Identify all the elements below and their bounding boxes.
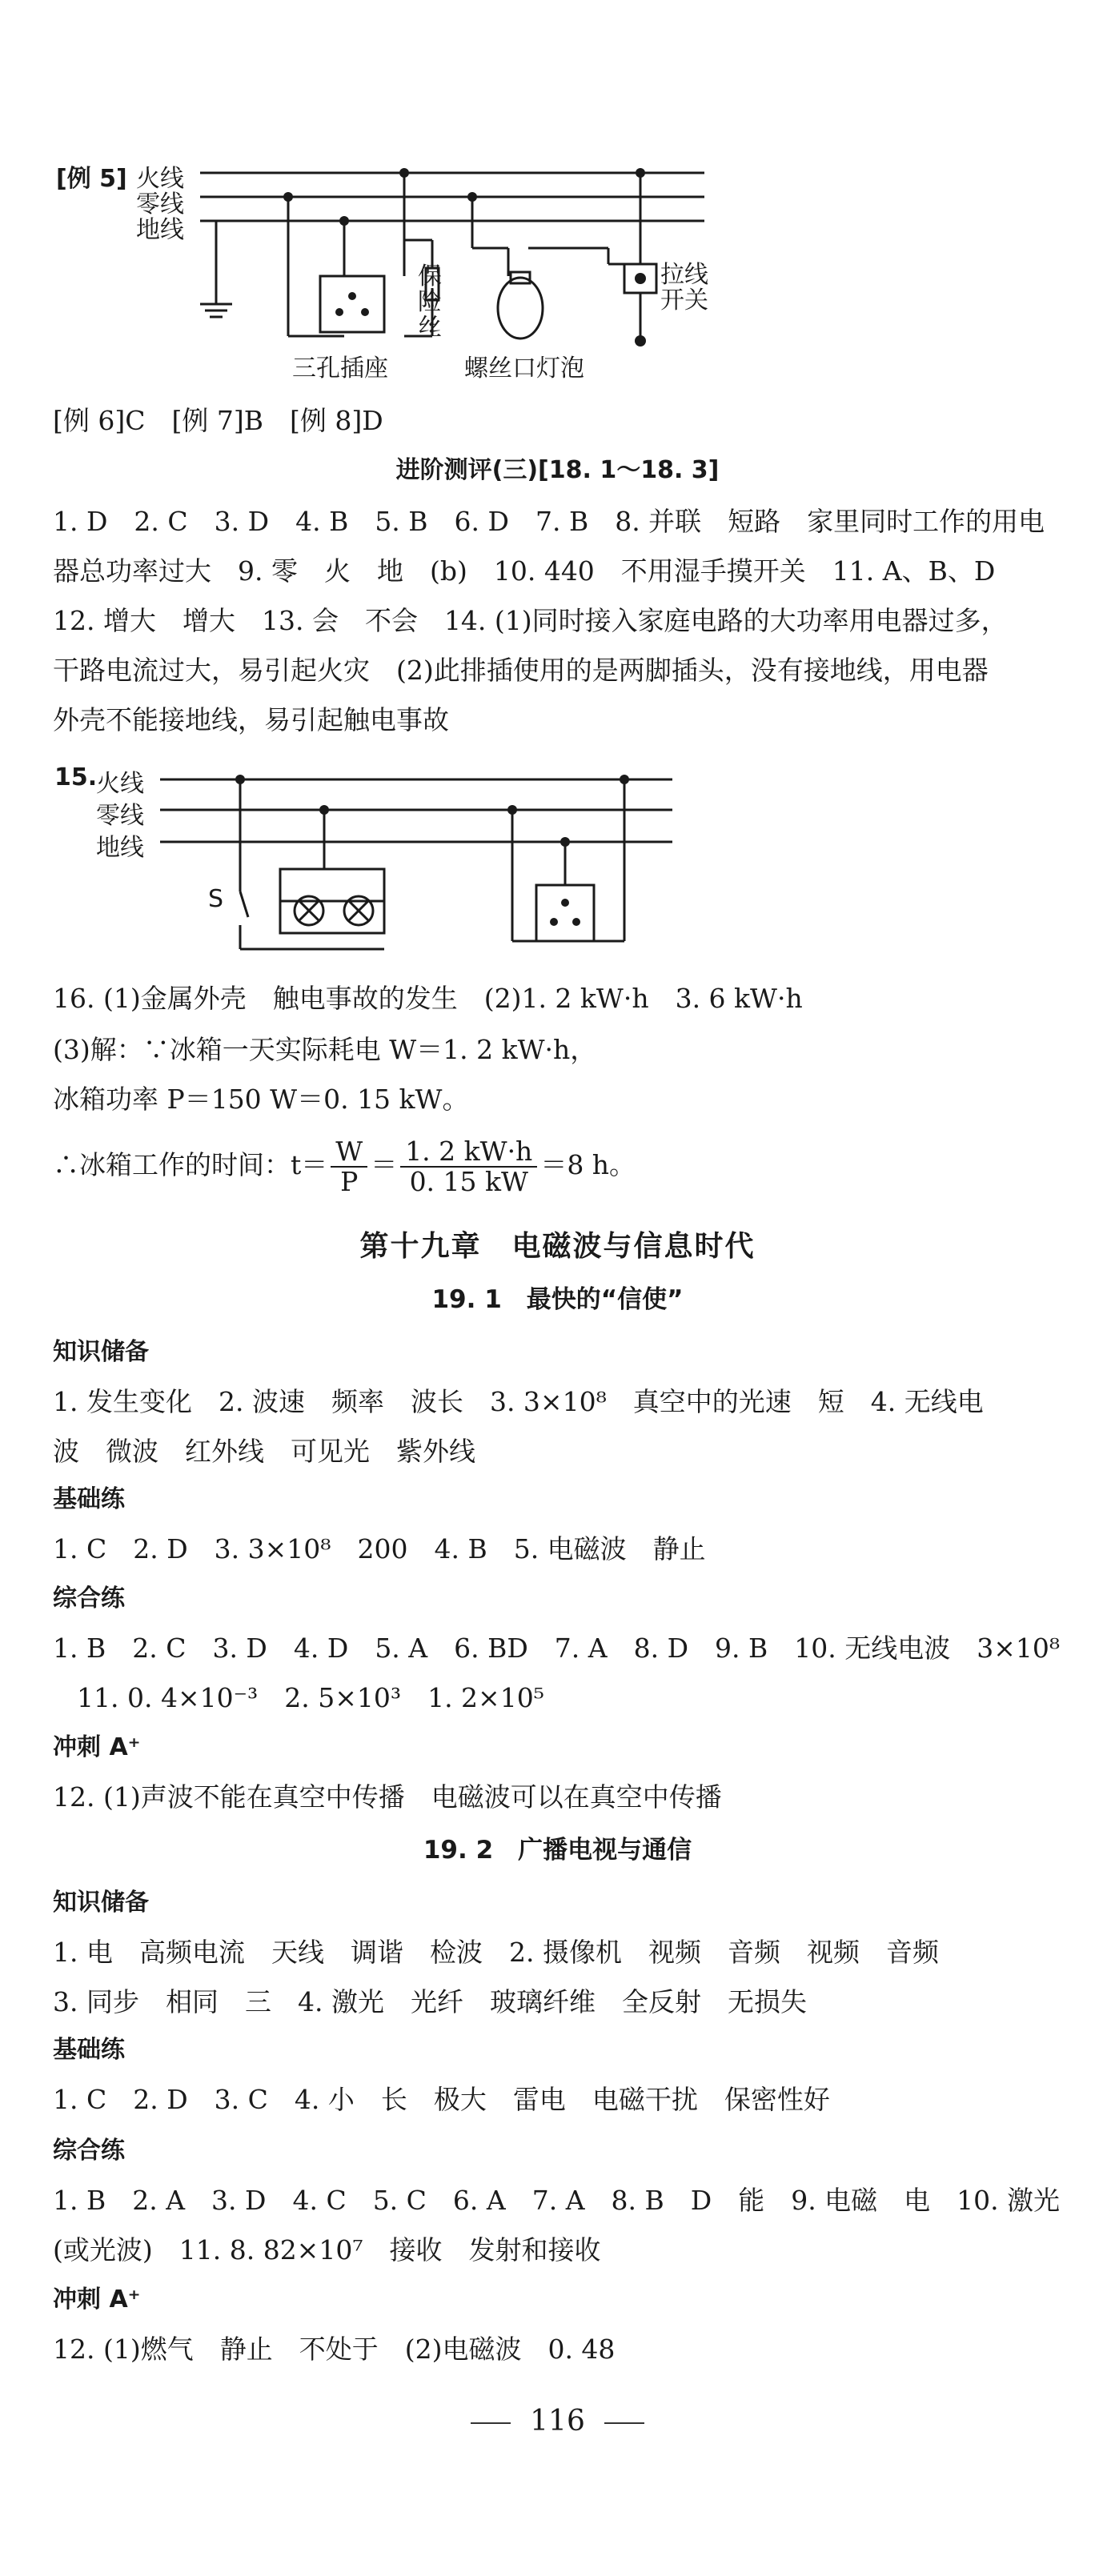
left-dash bbox=[471, 2422, 511, 2424]
q16-formula bbox=[53, 1133, 1067, 1197]
test3-line-1: 1. D 2. C 3. D 4. B 5. B 6. D 7. B 8. 并联 短路 家里同时工作的用电 bbox=[53, 506, 1045, 537]
test3-title: 进阶测评(三)[18. 1～18. 3] bbox=[395, 456, 720, 484]
s191-sprint-line: 12. (1)声波不能在真空中传播 电磁波可以在真空中传播 bbox=[53, 1781, 722, 1813]
chapter-title: 第十九章 电磁波与信息时代 bbox=[359, 1230, 756, 1263]
fuse-label-3: 丝 bbox=[418, 314, 442, 342]
fraction-numerator: W bbox=[331, 1137, 367, 1168]
q16-formula-prefix: ∴冰箱工作的时间：t＝ bbox=[53, 1149, 328, 1180]
q15-wiring-diagram bbox=[48, 757, 688, 965]
neutral-wire-label: 零线 bbox=[136, 190, 184, 218]
q16-line-1: 16. (1)金属外壳 触电事故的发生 (2)1. 2 kW·h 3. 6 kW·h bbox=[53, 983, 803, 1014]
s192-knowledge-heading: 知识储备 bbox=[53, 1889, 149, 1917]
s192-sprint-heading: 冲刺 A⁺ bbox=[53, 2286, 141, 2314]
test3-line-2: 器总功率过大 9. 零 火 地 (b) 10. 440 不用湿手摸开关 11. A、B、D bbox=[53, 555, 996, 587]
w-over-p-fraction bbox=[331, 1137, 367, 1196]
fraction-denominator: 0. 15 kW bbox=[409, 1166, 528, 1197]
q15-neutral-wire-label: 零线 bbox=[96, 802, 144, 830]
section-19-1-title: 19. 1 最快的“信使” bbox=[431, 1285, 684, 1314]
q15-circuit bbox=[48, 757, 688, 965]
q15-switch-label: S bbox=[208, 885, 224, 913]
q15-number: 15. bbox=[54, 763, 98, 791]
test3-line-5: 外壳不能接地线，易引起触电事故 bbox=[53, 704, 449, 735]
test3-line-4: 干路电流过大，易引起火灾 (2)此排插使用的是两脚插头，没有接地线，用电器 bbox=[53, 655, 989, 686]
s191-knowledge-heading: 知识储备 bbox=[53, 1338, 149, 1366]
fraction-denominator: P bbox=[340, 1166, 359, 1197]
s192-knowledge-line-2: 3. 同步 相同 三 4. 激光 光纤 玻璃纤维 全反射 无损失 bbox=[53, 1986, 807, 2017]
q15-ground-wire-label: 地线 bbox=[96, 834, 144, 862]
s191-basic-heading: 基础练 bbox=[53, 1485, 125, 1513]
s192-comprehensive-line-1: 1. B 2. A 3. D 4. C 5. C 6. A 7. A 8. B D 能 9. 电磁 电 10. 激光 bbox=[53, 2185, 1061, 2216]
s192-sprint-line: 12. (1)燃气 静止 不处于 (2)电磁波 0. 48 bbox=[53, 2334, 616, 2365]
s191-comprehensive-line-1: 1. B 2. C 3. D 4. D 5. A 6. BD 7. A 8. D 9. B 10. 无线电波 3×10⁸ bbox=[53, 1633, 1061, 1664]
s191-knowledge-line-1: 1. 发生变化 2. 波速 频率 波长 3. 3×10⁸ 真空中的光速 短 4. 无线电 bbox=[53, 1386, 984, 1417]
q16-line-3: 冰箱功率 P＝150 W＝0. 15 kW。 bbox=[53, 1084, 469, 1115]
fuse-label-2: 险 bbox=[418, 288, 442, 316]
pull-switch-label-2: 开关 bbox=[660, 286, 708, 314]
pull-switch-label-1: 拉线 bbox=[660, 261, 708, 289]
s191-knowledge-line-2: 波 微波 红外线 可见光 紫外线 bbox=[53, 1436, 475, 1467]
page-number-footer bbox=[0, 2405, 1115, 2438]
s192-comprehensive-heading: 综合练 bbox=[53, 2137, 125, 2165]
live-wire-label: 火线 bbox=[136, 165, 184, 193]
page-number: 116 bbox=[530, 2405, 585, 2438]
q16-line-2: (3)解：∵冰箱一天实际耗电 W＝1. 2 kW·h， bbox=[53, 1034, 597, 1065]
s192-basic-line: 1. C 2. D 3. C 4. 小 长 极大 雷电 电磁干扰 保密性好 bbox=[53, 2084, 830, 2115]
s191-sprint-heading: 冲刺 A⁺ bbox=[53, 1733, 141, 1761]
s192-comprehensive-line-2: (或光波) 11. 8. 82×10⁷ 接收 发射和接收 bbox=[53, 2234, 601, 2266]
equals-sign: ＝ bbox=[371, 1149, 398, 1180]
q15-live-wire-label: 火线 bbox=[96, 770, 144, 798]
right-dash bbox=[604, 2422, 644, 2424]
bulb-label: 螺丝口灯泡 bbox=[464, 355, 584, 383]
s191-comprehensive-heading: 综合练 bbox=[53, 1584, 125, 1613]
fraction-numerator: 1. 2 kW·h bbox=[400, 1137, 537, 1168]
s191-comprehensive-line-2: 11. 0. 4×10⁻³ 2. 5×10³ 1. 2×10⁵ bbox=[77, 1682, 544, 1713]
s191-basic-line: 1. C 2. D 3. 3×10⁸ 200 4. B 5. 电磁波 静止 bbox=[53, 1533, 706, 1564]
s192-basic-heading: 基础练 bbox=[53, 2036, 125, 2064]
example5-wiring-diagram bbox=[48, 152, 736, 392]
fuse-label-1: 保 bbox=[418, 262, 442, 290]
test3-line-3: 12. 增大 增大 13. 会 不会 14. (1)同时接入家庭电路的大功率用电器过多， bbox=[53, 605, 1008, 636]
s192-knowledge-line-1: 1. 电 高频电流 天线 调谐 检波 2. 摄像机 视频 音频 视频 音频 bbox=[53, 1937, 939, 1968]
example5-label: [例 5] bbox=[56, 165, 127, 193]
section-19-2-title: 19. 2 广播电视与通信 bbox=[423, 1836, 692, 1865]
socket-label: 三孔插座 bbox=[292, 355, 388, 383]
value-fraction bbox=[400, 1137, 537, 1196]
q16-formula-suffix: ＝8 h。 bbox=[540, 1149, 636, 1180]
examples-6-8: [例 6]C [例 7]B [例 8]D bbox=[53, 405, 383, 436]
example5-circuit bbox=[48, 152, 736, 392]
ground-wire-label: 地线 bbox=[136, 216, 184, 244]
